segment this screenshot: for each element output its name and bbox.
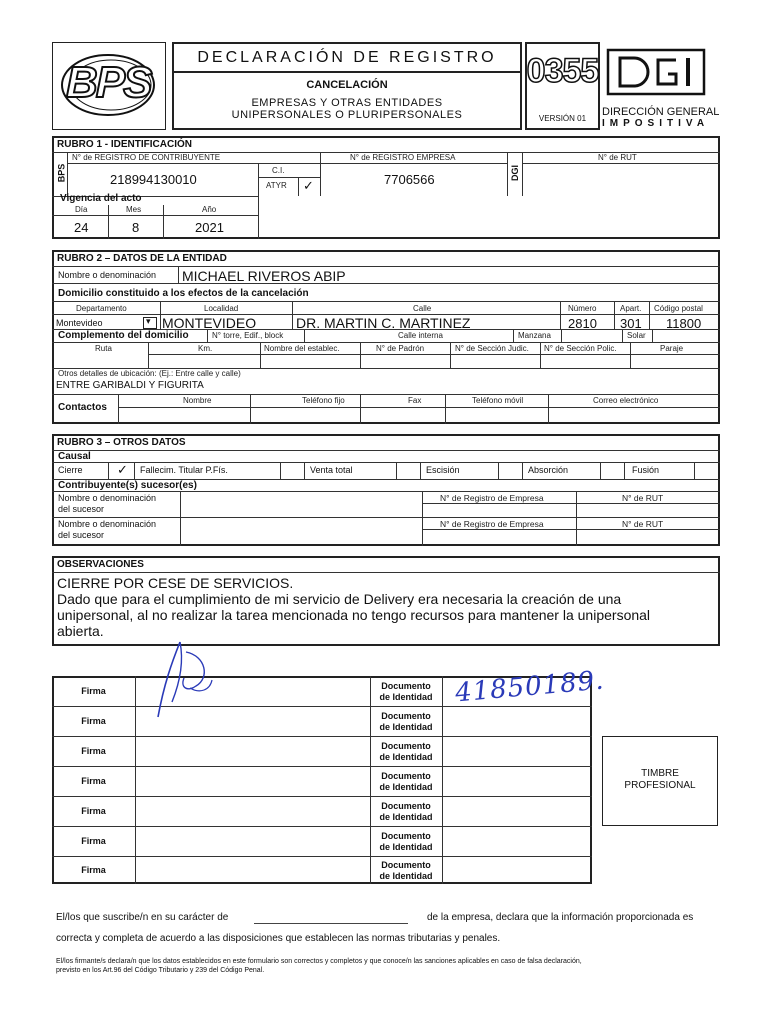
form-title: DECLARACIÓN DE REGISTRO: [197, 49, 497, 66]
reg-contrib-value: 218994130010: [110, 172, 197, 187]
firma-label: Firma: [81, 806, 106, 816]
numero-label: Número: [568, 304, 597, 313]
localidad-value: MONTEVIDEO: [162, 315, 257, 331]
documento-label-a: Documento: [381, 711, 431, 721]
observaciones-line1: CIERRE POR CESE DE SERVICIOS.: [57, 575, 294, 591]
declaracion-part-b: de la empresa, declara que la información proporcionada es: [427, 912, 694, 923]
numero-value: 2810: [568, 316, 597, 331]
anio-value: 2021: [195, 220, 224, 235]
complemento-label: Complemento del domicilio: [58, 330, 189, 341]
judic-label: N° de Sección Judic.: [455, 344, 529, 353]
vigencia-label: Vigencia del acto: [60, 193, 142, 204]
firma-label: Firma: [81, 746, 106, 756]
sucesor2-label-b: del sucesor: [58, 530, 105, 540]
causal-fallecim: Fallecim. Titular P.Fís.: [140, 465, 228, 475]
firma-row: [52, 856, 592, 884]
form-subtitle-line2: UNIPERSONALES O PLURIPERSONALES: [231, 109, 463, 121]
causal-label: Causal: [58, 451, 91, 462]
observaciones-line2: Dado que para el cumplimiento de mi servicio de Delivery era necesaria la creación de una: [57, 591, 622, 607]
documento-label-b: de Identidad: [379, 692, 433, 702]
mes-label: Mes: [126, 205, 142, 214]
sucesor1-reg-label: N° de Registro de Empresa: [440, 493, 544, 503]
reg-empresa-value: 7706566: [384, 172, 435, 187]
contacto-email-label: Correo electrónico: [593, 396, 659, 405]
km-label: Km.: [198, 344, 213, 353]
documento-label-b: de Identidad: [379, 842, 433, 852]
calle-interna-label: Calle interna: [398, 331, 443, 340]
cierre-check: ✓: [117, 462, 128, 477]
calle-value: DR. MARTIN C. MARTINEZ: [296, 315, 471, 331]
form-subtitle-line1: EMPRESAS Y OTRAS ENTIDADES: [251, 97, 443, 109]
contacto-movil-label: Teléfono móvil: [472, 396, 524, 405]
declaracion-part-a: El/los que suscribe/n en su carácter de: [56, 912, 229, 923]
firma-row: [52, 826, 592, 856]
causal-venta: Venta total: [310, 465, 353, 475]
form-subtitle: CANCELACIÓN: [306, 79, 388, 91]
rubro2-title: RUBRO 2 – DATOS DE LA ENTIDAD: [57, 253, 227, 264]
handwritten-document-number: 41850189.: [453, 665, 606, 709]
depto-label: Departamento: [76, 304, 127, 313]
documento-label-a: Documento: [381, 831, 431, 841]
contacto-fax-label: Fax: [408, 396, 422, 405]
cp-value: 11800: [666, 316, 702, 331]
torre-label: N° torre, Edif., block: [212, 331, 284, 340]
rubro1-title: RUBRO 1 - IDENTIFICACIÓN: [57, 139, 192, 150]
causal-absorcion: Absorción: [528, 465, 569, 475]
signature-icon: [150, 622, 230, 722]
domicilio-label: Domicilio constituido a los efectos de la cancelación: [58, 288, 309, 299]
sucesor1-rut-label: N° de RUT: [622, 493, 664, 503]
apart-value: 301: [620, 316, 642, 331]
handwritten-signature: [150, 622, 230, 722]
cp-label: Código postal: [654, 304, 703, 313]
sucesor2-label-a: Nombre o denominación: [58, 519, 157, 529]
observaciones-line3: unipersonal, al no realizar la tarea mencionada no tengo recursos para mantener la unipersonal: [57, 607, 651, 623]
documento-label-b: de Identidad: [379, 752, 433, 762]
atyr-label: ATYR: [266, 181, 287, 190]
documento-label-b: de Identidad: [379, 722, 433, 732]
nombre-value: MICHAEL RIVEROS ABIP: [182, 268, 346, 284]
sucesor1-label-a: Nombre o denominación: [58, 493, 157, 503]
dia-label: Día: [75, 205, 88, 214]
firma-row: [52, 736, 592, 766]
firma-row: [52, 706, 592, 736]
localidad-label: Localidad: [204, 304, 239, 313]
calle-label: Calle: [413, 304, 432, 313]
timbre-line1: TIMBRE: [641, 768, 679, 779]
firma-label: Firma: [81, 776, 106, 786]
legal-text-line1: El/los firmante/s declara/n que los datos establecidos en este formulario son correctos y completos y que conoce/n las sanciones aplicables en caso de falsa declaración,: [56, 958, 582, 965]
version-label: VERSIÓN 01: [538, 114, 587, 123]
dgi-line2: IMPOSITIVA: [602, 118, 710, 129]
firma-label: Firma: [81, 865, 106, 875]
ruta-label: Ruta: [95, 344, 112, 353]
sucesor2-reg-label: N° de Registro de Empresa: [440, 519, 544, 529]
chevron-down-icon: ▾: [146, 316, 151, 326]
bps-logo-text: BPS: [66, 58, 151, 107]
reg-empresa-label: N° de REGISTRO EMPRESA: [350, 153, 456, 162]
atyr-check: ✓: [303, 178, 314, 193]
documento-label-a: Documento: [381, 771, 431, 781]
dgi-logo: [606, 48, 716, 98]
firma-row: [52, 796, 592, 826]
padron-label: N° de Padrón: [376, 344, 425, 353]
reg-contrib-label: N° de REGISTRO DE CONTRIBUYENTE: [72, 153, 221, 162]
sucesores-label: Contribuyente(s) sucesor(es): [58, 480, 197, 491]
causal-cierre: Cierre: [58, 465, 83, 475]
documento-label-b: de Identidad: [379, 871, 433, 881]
documento-label-a: Documento: [381, 741, 431, 751]
legal-text-line2: previsto en los Art.96 del Código Tributario y 239 del Código Penal.: [56, 967, 265, 974]
firma-row: [52, 766, 592, 796]
documento-label-a: Documento: [381, 681, 431, 691]
documento-label-a: Documento: [381, 801, 431, 811]
solar-label: Solar: [627, 331, 646, 340]
bps-side-label: BPS: [56, 163, 67, 183]
causal-escision: Escisión: [426, 465, 460, 475]
anio-label: Año: [202, 205, 217, 214]
firma-label: Firma: [81, 716, 106, 726]
documento-label-b: de Identidad: [379, 782, 433, 792]
dgi-line1: DIRECCIÓN GENERAL: [602, 106, 720, 118]
depto-dropdown[interactable]: [143, 317, 157, 329]
contactos-label: Contactos: [58, 402, 107, 413]
depto-value: Montevideo: [56, 318, 103, 328]
contacto-telefono-label: Teléfono fijo: [302, 396, 345, 405]
ci-label: C.I.: [272, 166, 285, 175]
form-number: 0355: [526, 52, 599, 90]
manzana-label: Manzana: [518, 331, 551, 340]
documento-label-b: de Identidad: [379, 812, 433, 822]
declaracion-part-c: correcta y completa de acuerdo a las disposiciones que establecen las normas tributarias y penales.: [56, 933, 501, 944]
paraje-label: Paraje: [660, 344, 684, 353]
rut-label: N° de RUT: [598, 153, 637, 162]
rubro3-title: RUBRO 3 – OTROS DATOS: [57, 437, 186, 448]
establec-label: Nombre del establec.: [264, 344, 340, 353]
dgi-side-label: DGI: [510, 164, 521, 182]
documento-label-a: Documento: [381, 860, 431, 870]
causal-fusion: Fusión: [632, 465, 660, 475]
dia-value: 24: [74, 220, 89, 235]
polic-label: N° de Sección Polic.: [544, 344, 617, 353]
sucesor1-label-b: del sucesor: [58, 504, 105, 514]
apart-label: Apart.: [620, 304, 642, 313]
firma-label: Firma: [81, 686, 106, 696]
mes-value: 8: [132, 220, 140, 235]
otros-value: ENTRE GARIBALDI Y FIGURITA: [56, 380, 204, 391]
nombre-label: Nombre o denominación: [58, 270, 157, 280]
contacto-nombre-label: Nombre: [183, 396, 212, 405]
firma-label: Firma: [81, 836, 106, 846]
observaciones-title: OBSERVACIONES: [57, 559, 144, 570]
caracter-field[interactable]: [254, 923, 408, 924]
observaciones-line4: abierta.: [57, 623, 104, 639]
otros-label: Otros detalles de ubicación: (Ej.: Entre calle y calle): [58, 369, 241, 378]
timbre-line2: PROFESIONAL: [624, 780, 696, 791]
dgi-logo-icon: [606, 48, 716, 98]
sucesor2-rut-label: N° de RUT: [622, 519, 664, 529]
